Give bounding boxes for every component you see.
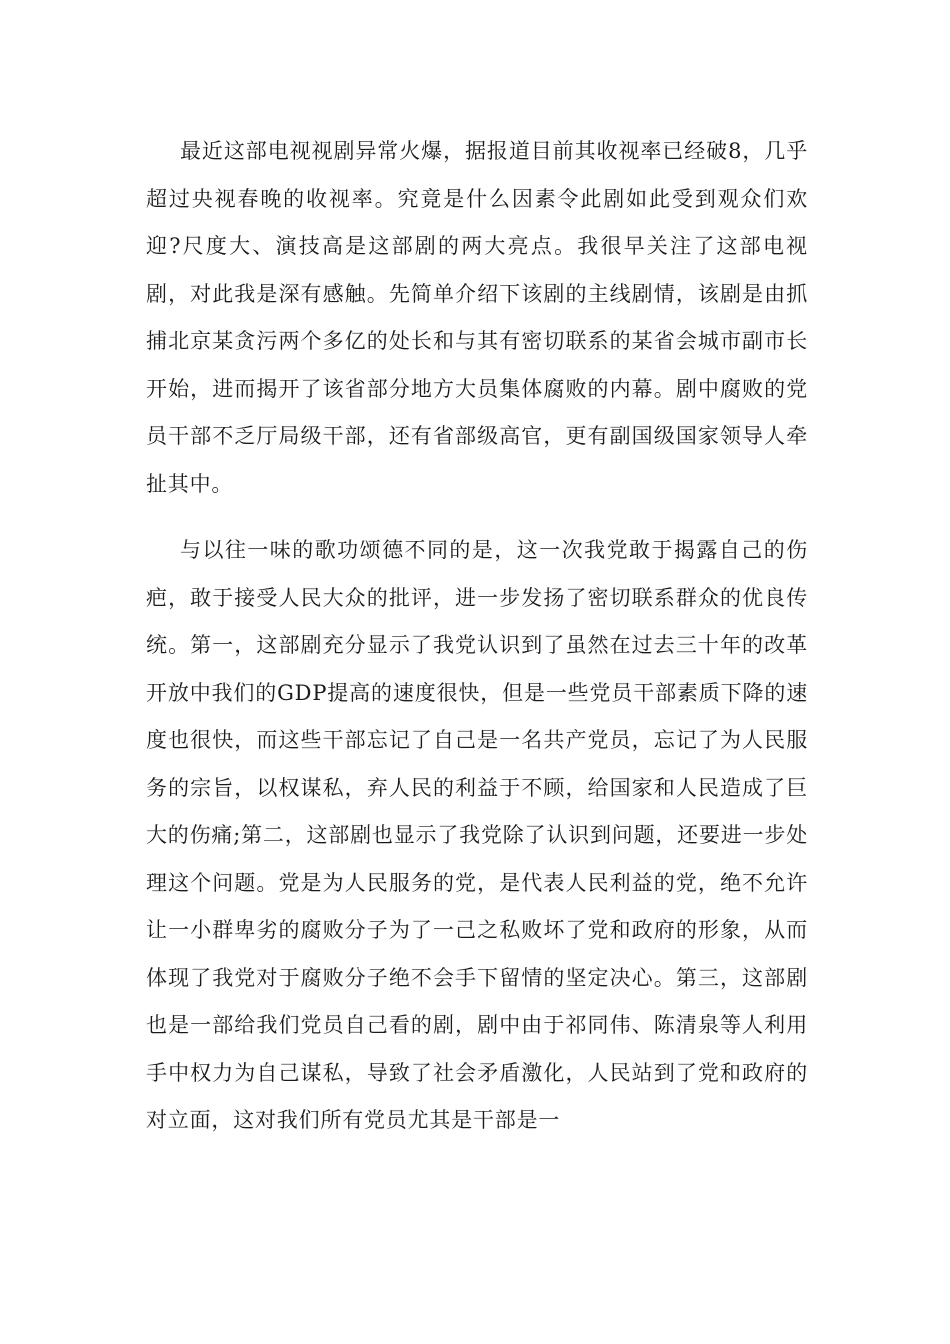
paragraph-2: 与以往一味的歌功颂德不同的是，这一次我党敢于揭露自己的伤疤，敢于接受人民大众的批评，进一步发扬了密切联系群众的优良传统。第一，这部剧充分显示了我党认识到了虽然在过去三十年的改革开放中我们的GDP提高的速度很快，但是一些党员干部素质下降的速度也很快，而这些干部忘记了自己是一名共产党员，忘记了为人民服务的宗旨，以权谋私，弃人民的利益于不顾，给国家和人民造成了巨大的伤痛;第二，这部剧也显示了我党除了认识到问题，还要进一步处理这个问题。党是为人民服务的党，是代表人民利益的党，绝不允许让一小群卑劣的腐败分子为了一己之私败坏了党和政府的形象，从而体现了我党对于腐败分子绝不会手下留情的坚定决心。第三，这部剧也是一部给我们党员自己看的剧，剧中由于祁同伟、陈清泉等人利用手中权力为自己谋私，导致了社会矛盾激化，人民站到了党和政府的对立面，这对我们所有党员尤其是干部是一: [146, 538, 808, 1132]
paragraph-1: 最近这部电视视剧异常火爆，据报道目前其收视率已经破8，几乎超过央视春晚的收视率。究竟是什么因素令此剧如此受到观众们欢迎?尺度大、演技高是这部剧的两大亮点。我很早关注了这部电视剧，对此我是深有感触。先简单介绍下该剧的主线剧情，该剧是由抓捕北京某贪污两个多亿的处长和与其有密切联系的某省会城市副市长开始，进而揭开了该省部分地方大员集体腐败的内幕。剧中腐败的党员干部不乏厅局级干部，还有省部级高官，更有副国级国家领导人牵扯其中。: [146, 139, 808, 496]
document-body: [146, 128, 808, 1145]
